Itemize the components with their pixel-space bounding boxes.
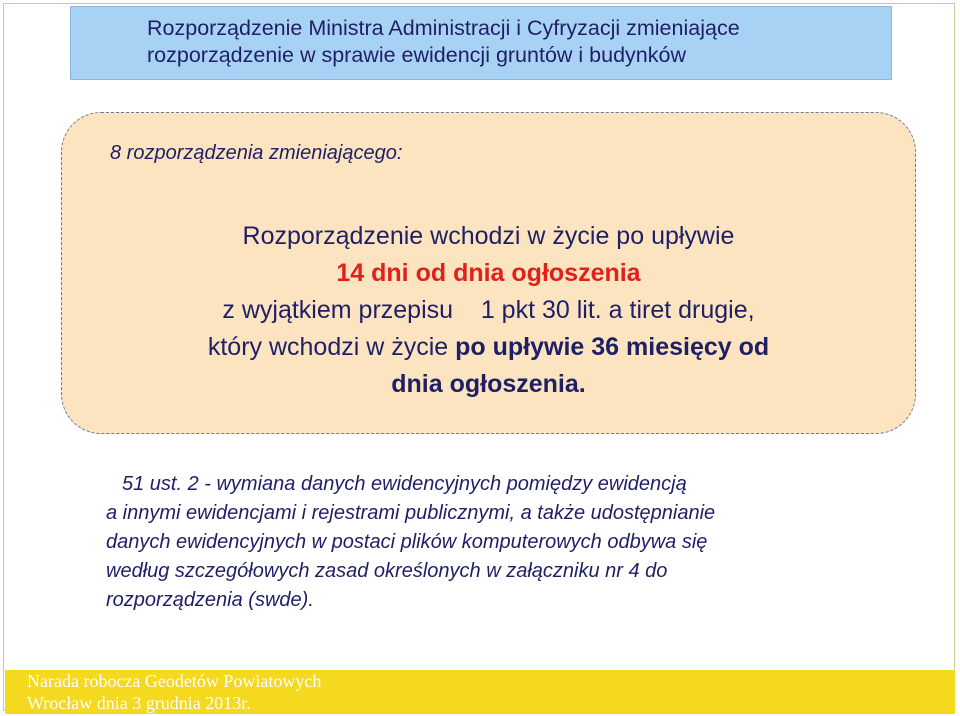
entry-line-5: dnia ogłoszenia. [391, 370, 586, 398]
art51-line-5: rozporządzenia (swde). [106, 589, 314, 611]
article-51-text [106, 470, 866, 615]
entry-line-4 [61, 329, 916, 366]
entry-line-2: 14 dni od dnia ogłoszenia [336, 259, 641, 287]
entry-line-4-normal: który wchodzi w życie [207, 333, 456, 361]
art51-line-1: 51 ust. 2 - wymiana danych ewidencyjnych pomiędzy ewidencją [122, 473, 687, 495]
entry-line-4-bold: po upływie 36 miesięcy od [455, 333, 770, 361]
art51-line-3: danych ewidencyjnych w postaci plików komputerowych odbywa się [106, 531, 708, 553]
footer-line-2: Wrocław dnia 3 grudnia 2013r. [27, 693, 251, 713]
art51-line-4: według szczegółowych zasad określonych w załączniku nr 4 do [106, 560, 668, 582]
entry-line-1: Rozporządzenie wchodzi w życie po upływie [242, 222, 735, 250]
slide-footer [5, 670, 955, 714]
entry-into-force-text [61, 218, 916, 403]
title-line-1: Rozporządzenie Ministra Administracji i Cyfryzacji zmieniające [147, 16, 740, 40]
art51-line-2: a innymi ewidencjami i rejestrami publicznymi, a także udostępnianie [106, 502, 716, 524]
footer-line-1: Narada robocza Geodetów Powiatowych [27, 671, 322, 691]
title-line-2: rozporządzenie w sprawie ewidencji gruntów i budynków [147, 43, 686, 67]
slide-title [70, 6, 892, 80]
article-reference: 8 rozporządzenia zmieniającego: [110, 142, 403, 164]
entry-line-3: z wyjątkiem przepisu 1 pkt 30 lit. a tiret drugie, [222, 296, 755, 324]
